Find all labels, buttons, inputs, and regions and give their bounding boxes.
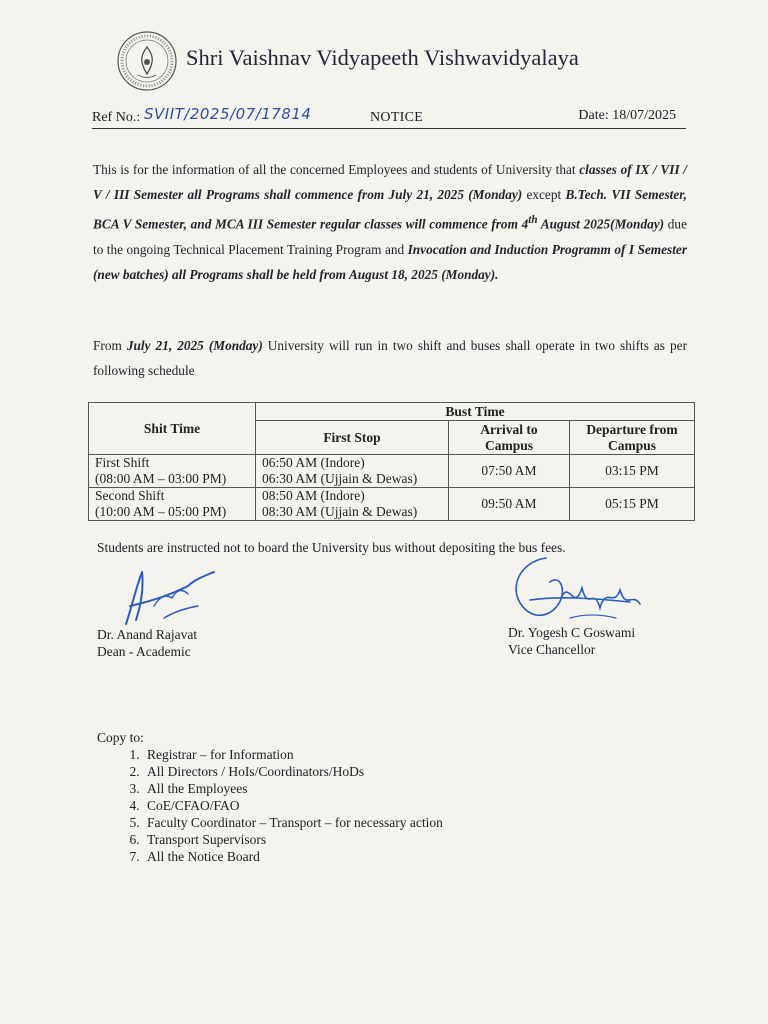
body-text: except [522,187,566,203]
header-first-stop: First Stop [256,421,449,455]
departure-cell: 03:15 PM [570,455,695,488]
body-text: due to the ongoing Technical Placement Training Program and [93,216,687,257]
first-stop-cell [256,488,449,521]
emphasis-text: th [528,213,538,226]
signatory-title: Vice Chancellor [508,642,596,657]
bus-fee-instruction: Students are instructed not to board the University bus without depositing the bus fees. [97,540,566,555]
emphasis-text: classes of IX / VII / V / III Semester all Programs shall commence from July 21, 2025 (Monday) [93,162,687,203]
list-item: 5. Faculty Coordinator – Transport – for necessary action [143,814,443,831]
emphasis-text: July 21, 2025 (Monday) [126,338,263,353]
notice-title: NOTICE [370,110,424,125]
signatory-vice-chancellor [508,624,635,658]
arrival-cell: 07:50 AM [449,455,570,488]
handwritten-signature-icon [118,566,228,630]
bus-schedule-table [88,402,695,521]
body-text: University will run in two shift and buses shall operate in two shifts as per following schedule [93,338,688,379]
handwritten-signature-icon [500,552,660,632]
list-item: 6. Transport Supervisors [143,831,443,848]
signatory-dean [97,626,197,660]
table-header-row [89,403,695,421]
shift-cell [89,455,256,488]
list-item: 1. Registrar – for Information [143,746,443,763]
body-text: From [93,338,127,353]
signatory-title: Dean - Academic [97,644,191,659]
ref-number: SVIIT/2025/07/17814 [144,105,312,123]
list-item: 3. All the Employees [143,780,443,797]
arrival-cell: 09:50 AM [449,488,570,521]
signatory-name: Dr. Yogesh C Goswami [508,625,636,640]
stop-ujjain-dewas: 08:30 AM (Ujjain & Dewas) [262,504,418,519]
copy-to-list [97,746,443,865]
shift-time: (10:00 AM – 05:00 PM) [95,504,227,519]
header-departure: Departure from Campus [570,421,695,455]
header-shift-time: Shit Time [89,403,256,455]
copy-to-section [97,729,443,865]
notice-paragraph-1 [93,157,687,287]
shift-time: (08:00 AM – 03:00 PM) [95,471,227,486]
table-row [89,488,695,521]
body-text: This is for the information of all the concerned Employees and students of University that [93,162,580,177]
first-stop-cell [256,455,449,488]
notice-date: Date: 18/07/2025 [578,108,676,123]
table-row [89,455,695,488]
header-bus-time: Bust Time [256,403,695,421]
list-item: 2. All Directors / HoIs/Coordinators/HoDs [143,763,443,780]
departure-cell: 05:15 PM [570,488,695,521]
stop-indore: 06:50 AM (Indore) [262,455,365,470]
emphasis-text: Invocation and Induction Programm of I Semester (new batches) all Programs shall be held from August 18, 2025 (Monday). [93,241,687,283]
emphasis-text: August 2025(Monday) [537,216,665,232]
university-seal-icon [116,30,178,92]
header-arrival: Arrival to Campus [449,421,570,455]
reference-row [92,106,686,129]
shift-name: First Shift [95,455,150,470]
shift-cell [89,488,256,521]
ref-label: Ref No.: [92,110,141,125]
emphasis-text: B.Tech. VII Semester, BCA V Semester, and MCA III Semester regular classes will commence from 4 [93,187,687,232]
list-item: 7. All the Notice Board [143,848,443,865]
list-item: 4. CoE/CFAO/FAO [143,797,443,814]
stop-ujjain-dewas: 06:30 AM (Ujjain & Dewas) [262,471,418,486]
copy-to-label: Copy to: [97,730,144,745]
stop-indore: 08:50 AM (Indore) [262,488,365,503]
shift-name: Second Shift [95,488,165,503]
notice-paragraph-2 [93,333,687,384]
signatory-name: Dr. Anand Rajavat [97,627,198,642]
university-name: Shri Vaishnav Vidyapeeth Vishwavidyalaya [186,45,579,70]
